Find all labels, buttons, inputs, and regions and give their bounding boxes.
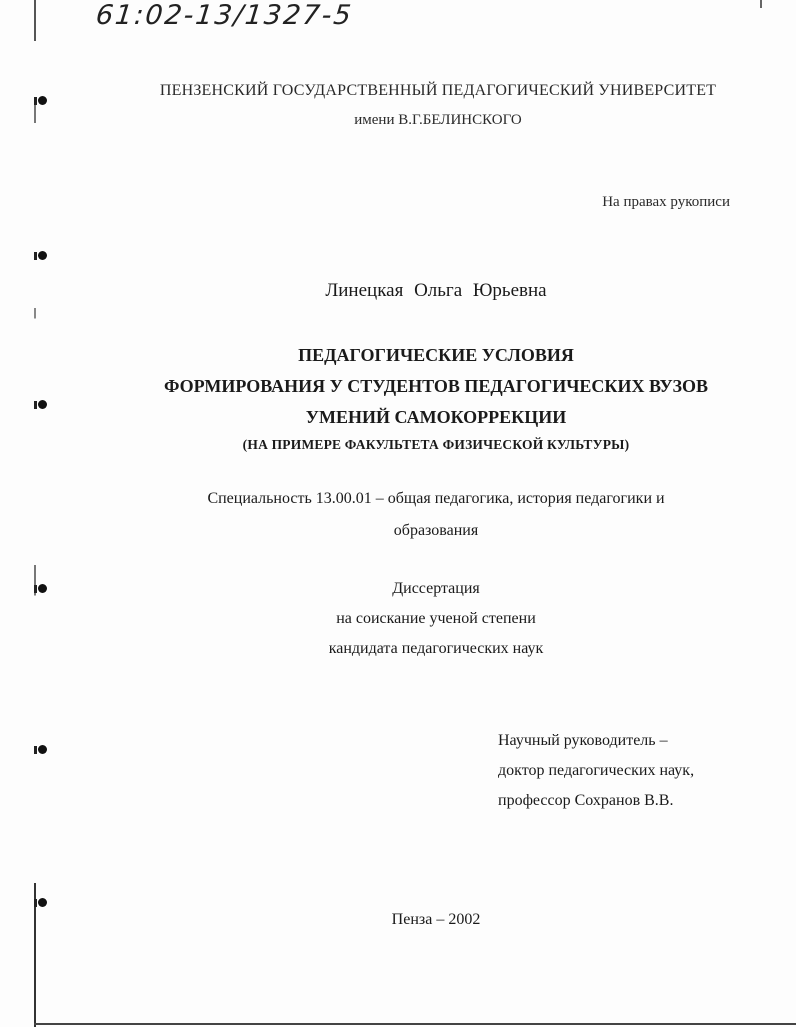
advisor-name: профессор Сохранов В.В.: [498, 792, 674, 809]
specialty-line-1: Специальность 13.00.01 – общая педагогика, история педагогики и: [207, 490, 665, 507]
manuscript-rights-note: На правах рукописи: [602, 194, 730, 210]
scan-binding-edge: [34, 0, 36, 1027]
scan-bottom-edge: [34, 1023, 796, 1025]
author-name: Линецкая Ольга Юрьевна: [325, 280, 547, 301]
title-line-2: ФОРМИРОВАНИЯ У СТУДЕНТОВ ПЕДАГОГИЧЕСКИХ ВУЗОВ: [164, 376, 708, 396]
place-and-year: Пенза – 2002: [391, 911, 481, 928]
dissertation-degree-line: на соискание ученой степени: [336, 610, 536, 627]
binding-hole: [38, 251, 47, 260]
dissertation-field-line: кандидата педагогических наук: [328, 640, 544, 657]
dissertation-label: Диссертация: [392, 580, 480, 597]
title-line-3: УМЕНИЙ САМОКОРРЕКЦИИ: [305, 407, 567, 427]
binding-hole: [38, 898, 47, 907]
scan-top-edge: [760, 0, 796, 8]
advisor-degree: доктор педагогических наук,: [498, 762, 695, 779]
binding-hole: [38, 745, 47, 754]
university-named-after: имени В.Г.БЕЛИНСКОГО: [354, 112, 522, 128]
advisor-label: Научный руководитель –: [498, 732, 668, 749]
title-line-1: ПЕДАГОГИЧЕСКИЕ УСЛОВИЯ: [298, 345, 574, 365]
university-name: ПЕНЗЕНСКИЙ ГОСУДАРСТВЕННЫЙ ПЕДАГОГИЧЕСКИЙ УНИВЕРСИТЕТ: [159, 82, 717, 99]
archive-stamp-code: 61:02-13/1327-5: [94, 0, 355, 31]
specialty-line-2: образования: [393, 522, 479, 539]
title-subtitle: (НА ПРИМЕРЕ ФАКУЛЬТЕТА ФИЗИЧЕСКОЙ КУЛЬТУРЫ): [242, 437, 630, 452]
